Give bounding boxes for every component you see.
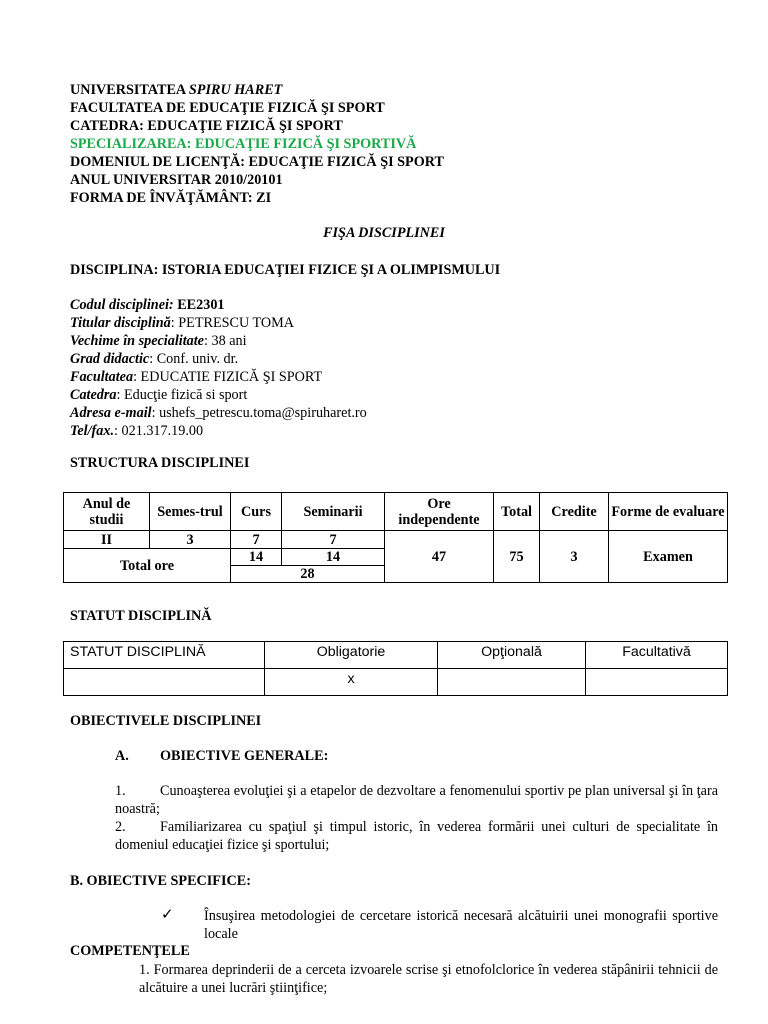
structure-heading: STRUCTURA DISCIPLINEI xyxy=(70,455,250,471)
col-header-year: Anul de studii xyxy=(64,493,150,531)
structure-table xyxy=(63,492,728,583)
objectives-heading: OBIECTIVELE DISCIPLINEI xyxy=(70,713,262,729)
detail-phone: Tel/fax.: 021.317.19.00 xyxy=(70,423,204,439)
specific-objectives-title: B. OBIECTIVE SPECIFICE: xyxy=(70,873,251,889)
status-cell-facultative xyxy=(586,669,728,696)
cell-total-combined: 28 xyxy=(231,566,385,583)
detail-email: Adresa e-mail: ushefs_petrescu.toma@spiruharet.ro xyxy=(70,405,367,421)
status-cell-empty xyxy=(64,669,265,696)
detail-faculty: Facultatea: EDUCATIE FIZICĂ ŞI SPORT xyxy=(70,369,323,385)
university-prefix: UNIVERSITATEA xyxy=(70,82,189,98)
col-header-evaluation: Forme de evaluare xyxy=(609,493,728,531)
document-title: FIŞA DISCIPLINEI xyxy=(323,225,445,241)
cell-total-seminar: 14 xyxy=(282,549,385,566)
university-line xyxy=(70,81,282,99)
status-header-mandatory: Obligatorie xyxy=(265,642,438,669)
status-mark-mandatory: x xyxy=(265,669,438,696)
status-header-facultative: Facultativă xyxy=(586,642,728,669)
academic-year-line: ANUL UNIVERSITAR 2010/20101 xyxy=(70,172,283,188)
cell-total-label: Total ore xyxy=(64,549,231,583)
general-objective-1: 1. Cunoaşterea evoluţiei şi a etapelor de dezvoltare a fenomenului sportiv pe plan universal şi în ţara noastră; xyxy=(115,783,718,817)
detail-holder: Titular disciplină: PETRESCU TOMA xyxy=(70,315,295,331)
col-header-semester: Semes-trul xyxy=(150,493,231,531)
col-header-course: Curs xyxy=(231,493,282,531)
study-form-line: FORMA DE ÎNVĂŢĂMÂNT: ZI xyxy=(70,190,272,206)
discipline-title: DISCIPLINA: ISTORIA EDUCAŢIEI FIZICE ŞI A OLIMPISMULUI xyxy=(70,262,501,278)
university-name: SPIRU HARET xyxy=(188,82,283,98)
cell-total-course: 14 xyxy=(231,549,282,566)
status-header-label: STATUT DISCIPLINĂ xyxy=(64,642,265,669)
cell-year: II xyxy=(64,531,150,549)
col-header-seminar: Seminarii xyxy=(282,493,385,531)
specialization-line: SPECIALIZAREA: EDUCAŢIE FIZICĂ ŞI SPORTIVĂ xyxy=(70,136,417,152)
general-objective-2: 2. Familiarizarea cu spaţiul şi timpul istoric, în vederea formării unei culturi de specialitate în domeniul educaţiei fizice şi sportului; xyxy=(115,819,718,853)
detail-grade: Grad didactic: Conf. univ. dr. xyxy=(70,351,239,367)
cell-credits: 3 xyxy=(540,531,609,583)
domain-line: DOMENIUL DE LICENŢĂ: EDUCAŢIE FIZICĂ ŞI SPORT xyxy=(70,154,444,170)
general-objectives-title: A. OBIECTIVE GENERALE: xyxy=(115,748,329,764)
competences-heading: COMPETENŢELE xyxy=(70,943,190,959)
cell-seminar: 7 xyxy=(282,531,385,549)
cell-evaluation: Examen xyxy=(609,531,728,583)
checkmark-icon: ✓ xyxy=(161,907,174,923)
col-header-credits: Credite xyxy=(540,493,609,531)
department-line: CATEDRA: EDUCAŢIE FIZICĂ ŞI SPORT xyxy=(70,118,343,134)
cell-semester: 3 xyxy=(150,531,231,549)
status-table xyxy=(63,641,728,696)
cell-course: 7 xyxy=(231,531,282,549)
col-header-independent: Ore independente xyxy=(385,493,494,531)
status-header-optional: Opţională xyxy=(438,642,586,669)
faculty-line: FACULTATEA DE EDUCAŢIE FIZICĂ ŞI SPORT xyxy=(70,100,385,116)
specific-objective-1: Însuşirea metodologiei de cercetare istorică necesară alcătuirii unei monografii sportive locale xyxy=(204,908,718,942)
competence-1: 1. Formarea deprinderii de a cerceta izvoarele scrise şi etnofolclorice în vederea stăpânirii tehnicii de alcătuire a unei lucrări ştiinţifice; xyxy=(139,962,719,996)
cell-total: 75 xyxy=(494,531,540,583)
status-cell-optional xyxy=(438,669,586,696)
col-header-total: Total xyxy=(494,493,540,531)
detail-seniority: Vechime în specialitate: 38 ani xyxy=(70,333,247,349)
status-heading: STATUT DISCIPLINĂ xyxy=(70,608,212,624)
detail-department: Catedra: Educţie fizică si sport xyxy=(70,387,248,403)
cell-independent: 47 xyxy=(385,531,494,583)
detail-code: Codul disciplinei: EE2301 xyxy=(70,297,225,313)
